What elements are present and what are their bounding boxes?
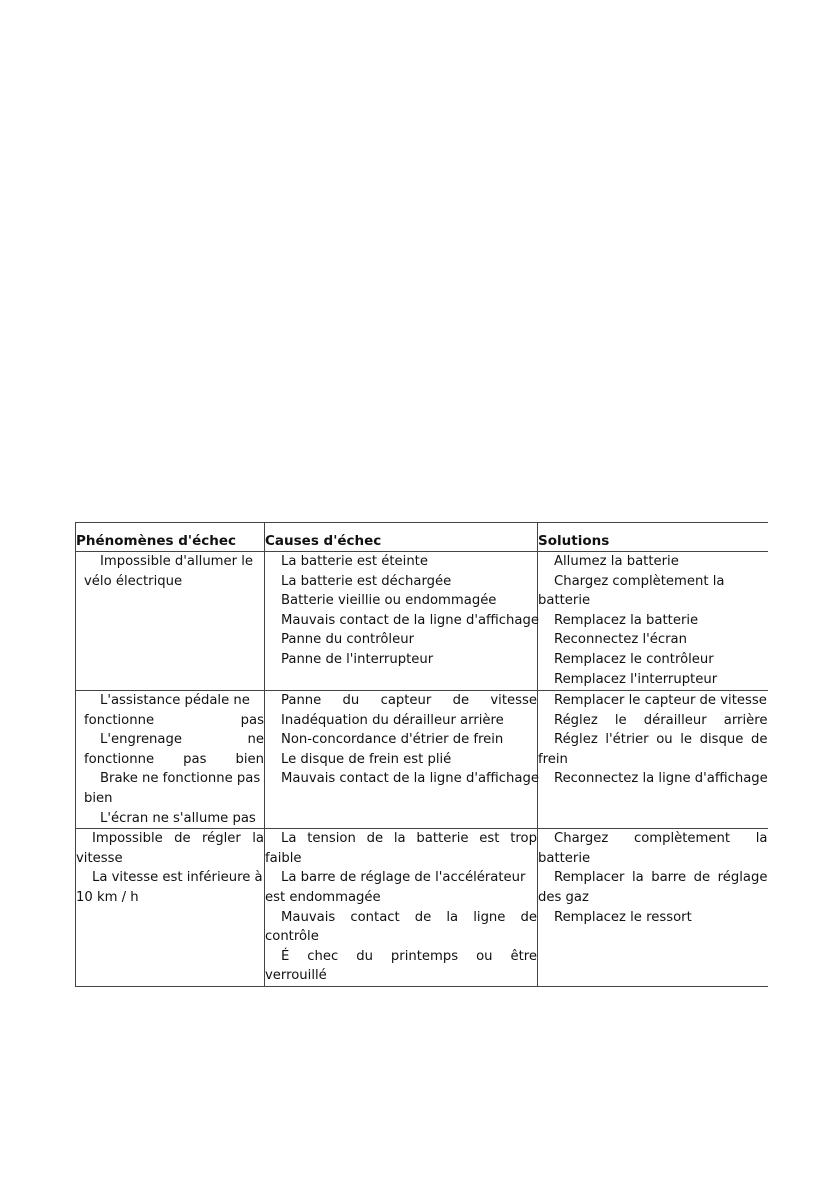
cell-line: Panne du contrôleur (281, 632, 414, 648)
solutions-cell (538, 829, 768, 987)
cell-line: La tension de la batterie est trop (281, 831, 537, 847)
phenomena-cell (76, 829, 265, 987)
cell-line: L'assistance pédale ne (100, 693, 250, 708)
cell-line: Remplacer le capteur de vitesse (554, 693, 767, 708)
cell-line: Remplacez la batterie (554, 612, 699, 628)
solutions-cell (538, 552, 768, 691)
cell-line: Allumez la batterie (554, 554, 679, 569)
cell-line: La barre de réglage de l'accélérateur (281, 870, 526, 886)
causes-cell (265, 829, 538, 987)
cell-line: La batterie est déchargée (281, 573, 452, 589)
cell-line: Non-concordance d'étrier de frein (281, 732, 504, 748)
cell-line: bien (84, 790, 113, 806)
cell-line: frein (538, 751, 568, 767)
table-header-row (76, 523, 768, 552)
table-row (76, 691, 768, 829)
cell-line: L'engrenage ne (100, 732, 264, 748)
cell-line: Remplacez le ressort (554, 909, 692, 925)
causes-cell (265, 552, 538, 691)
cell-line: Réglez le dérailleur arrière (554, 712, 768, 728)
cell-line: Chargez complètement la (554, 831, 768, 847)
cell-line: batterie (538, 593, 591, 609)
cell-line: Mauvais contact de la ligne d'affichage (281, 771, 539, 787)
cell-line: Mauvais contact de la ligne d'affichage (281, 612, 539, 628)
cell-line: Inadéquation du dérailleur arrière (281, 712, 504, 728)
cell-line: La vitesse est inférieure à (92, 870, 263, 886)
cell-line: verrouillé (265, 968, 327, 984)
solutions-cell (538, 691, 768, 829)
header-solutions: Solutions (538, 523, 768, 552)
cell-line: faible (265, 850, 302, 866)
causes-cell (265, 691, 538, 829)
cell-line: Réglez l'étrier ou le disque de (554, 732, 768, 748)
header-phenomena: Phénomènes d'échec (76, 523, 265, 552)
cell-line: batterie (538, 850, 591, 866)
cell-line: vélo électrique (84, 573, 183, 589)
cell-line: Impossible d'allumer le (100, 554, 254, 569)
cell-line: É chec du printemps ou être (281, 948, 537, 964)
cell-line: Impossible de régler la (92, 831, 264, 847)
cell-line: vitesse (76, 850, 123, 866)
cell-line: Chargez complètement la (554, 573, 725, 589)
cell-line: est endommagée (265, 889, 381, 905)
header-causes: Causes d'échec (265, 523, 538, 552)
cell-line: Remplacez le contrôleur (554, 651, 714, 667)
phenomena-cell (76, 552, 265, 691)
cell-line: Panne de l'interrupteur (281, 651, 434, 667)
cell-line: Brake ne fonctionne pas (100, 771, 261, 787)
cell-line: 10 km / h (76, 889, 139, 905)
phenomena-cell (76, 691, 265, 829)
cell-line: fonctionne pas (84, 712, 264, 728)
cell-line: Remplacer la barre de réglage (554, 870, 768, 886)
troubleshooting-table (75, 522, 768, 987)
cell-line: Mauvais contact de la ligne de (281, 909, 537, 925)
cell-line: contrôle (265, 929, 319, 945)
cell-line: Reconnectez l'écran (554, 632, 687, 648)
cell-line: L'écran ne s'allume pas (100, 810, 256, 826)
table-row (76, 829, 768, 987)
cell-line: Le disque de frein est plié (281, 751, 452, 767)
cell-line: La batterie est éteinte (281, 554, 428, 569)
cell-line: Reconnectez la ligne d'affichage (554, 771, 768, 787)
cell-line: des gaz (538, 889, 589, 905)
cell-line: Panne du capteur de vitesse (281, 693, 537, 708)
cell-line: Batterie vieillie ou endommagée (281, 593, 497, 609)
cell-line: fonctionne pas bien (84, 751, 264, 767)
table-row (76, 552, 768, 691)
cell-line: Remplacez l'interrupteur (554, 671, 718, 687)
